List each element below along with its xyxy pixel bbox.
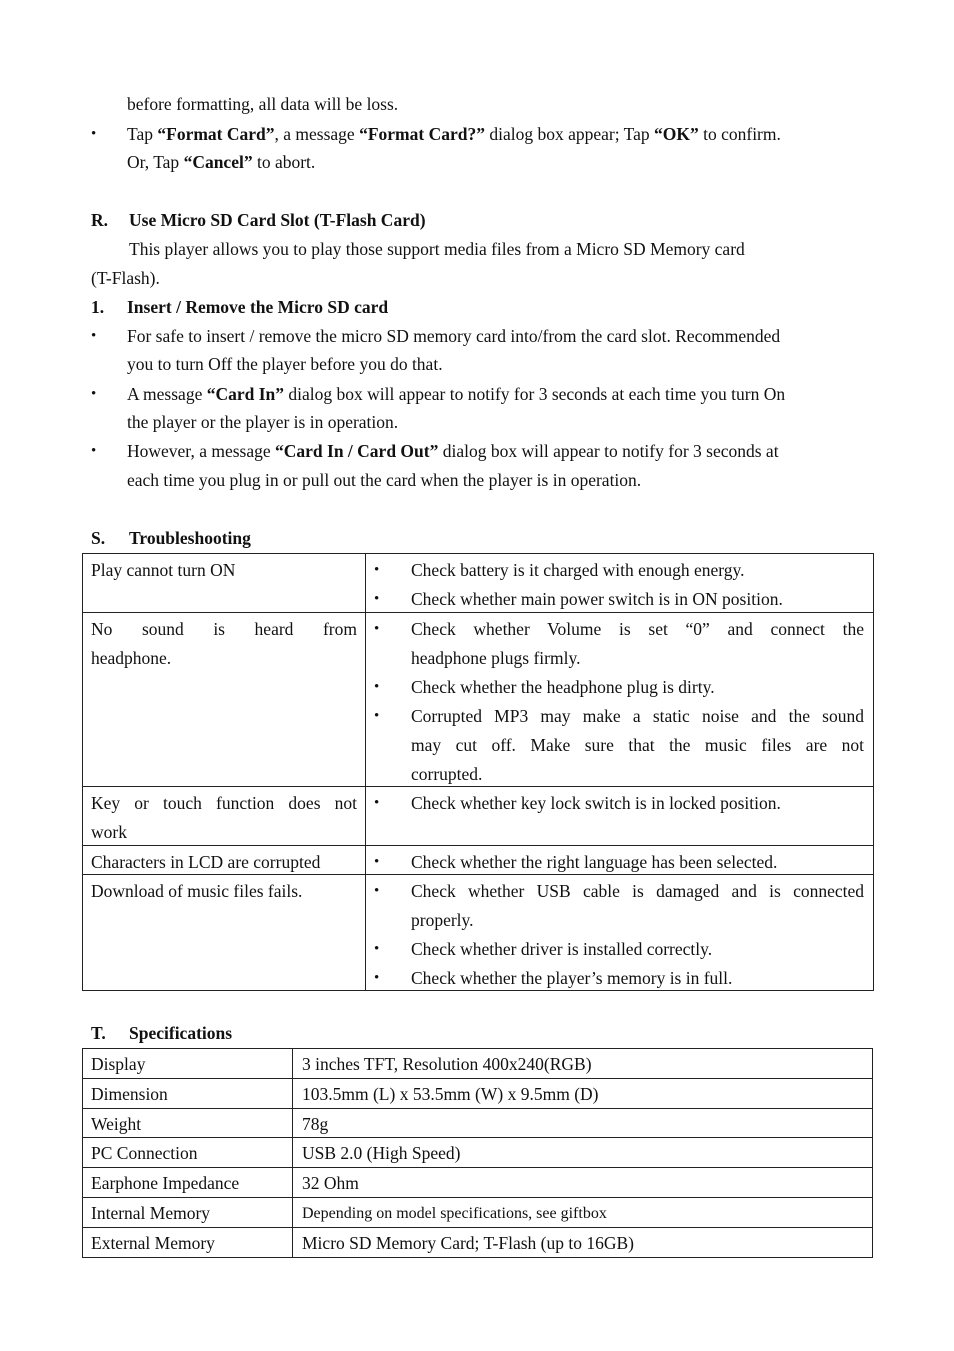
section-s-letter: S. (91, 528, 106, 548)
spec-value: Micro SD Memory Card; T-Flash (up to 16GB) (302, 1233, 635, 1253)
bullet-icon: • (374, 795, 380, 811)
table-rule (82, 1137, 873, 1138)
spec-label: Internal Memory (91, 1203, 211, 1223)
problem-cell-text: work (91, 822, 127, 842)
section-r-paragraph-cont: (T-Flash). (91, 268, 160, 288)
solution-text: headphone plugs firmly. (411, 648, 581, 668)
spec-value: 32 Ohm (302, 1173, 359, 1193)
bullet-icon: • (91, 443, 97, 459)
solution-text: Check battery is it charged with enough energy. (411, 560, 745, 580)
bullet-icon: • (374, 708, 380, 724)
table-rule (292, 1048, 293, 1257)
solution-text: Check whether the right language has been selected. (411, 852, 778, 872)
problem-cell-text: Play cannot turn ON (91, 560, 236, 580)
solution-text: corrupted. (411, 764, 483, 784)
sd-bullet-3: However, a message “Card In / Card Out” dialog box will appear to notify for 3 seconds at (127, 441, 779, 461)
format-card-bullet-cont: Or, Tap “Cancel” to abort. (127, 152, 316, 172)
sd-bullet-1-cont: you to turn Off the player before you do that. (127, 354, 443, 374)
bullet-icon: • (374, 679, 380, 695)
table-rule (873, 553, 874, 990)
spec-label: External Memory (91, 1233, 215, 1253)
table-rule (82, 845, 874, 846)
table-rule (82, 1048, 873, 1049)
sd-bullet-3-cont: each time you plug in or pull out the card when the player is in operation. (127, 470, 642, 490)
bullet-icon: • (374, 621, 380, 637)
table-rule (872, 1048, 873, 1257)
solution-text: Check whether the player’s memory is in full. (411, 968, 733, 988)
spec-label: Display (91, 1054, 146, 1074)
section-s-title: Troubleshooting (129, 528, 251, 548)
table-rule (82, 1257, 873, 1258)
bullet-icon: • (374, 562, 380, 578)
spec-label: PC Connection (91, 1143, 198, 1163)
bullet-icon: • (91, 386, 97, 402)
bullet-icon: • (91, 328, 97, 344)
table-rule (82, 553, 874, 554)
subsection-title: Insert / Remove the Micro SD card (127, 297, 389, 317)
spec-value: 3 inches TFT, Resolution 400x240(RGB) (302, 1054, 592, 1074)
table-rule (82, 1108, 873, 1109)
intro-line: before formatting, all data will be loss. (127, 94, 399, 114)
problem-cell-text: No sound is heard from (91, 619, 357, 639)
bullet-icon: • (374, 883, 380, 899)
section-t-letter: T. (91, 1023, 106, 1043)
table-rule (82, 874, 874, 875)
table-rule (82, 612, 874, 613)
subsection-number: 1. (91, 297, 105, 317)
table-rule (365, 553, 366, 990)
section-t-title: Specifications (129, 1023, 233, 1043)
table-rule (82, 990, 874, 991)
problem-cell-text: Key or touch function does not (91, 793, 357, 813)
spec-value: 78g (302, 1114, 329, 1134)
bullet-icon: • (374, 970, 380, 986)
format-card-bullet: Tap “Format Card”, a message “Format Card?” dialog box appear; Tap “OK” to confirm. (127, 124, 781, 144)
bullet-icon: • (374, 941, 380, 957)
spec-value: USB 2.0 (High Speed) (302, 1143, 461, 1163)
table-rule (82, 1197, 873, 1198)
solution-text: properly. (411, 910, 474, 930)
sd-bullet-1: For safe to insert / remove the micro SD memory card into/from the card slot. Recommended (127, 326, 781, 346)
table-rule (82, 1078, 873, 1079)
solution-text: Check whether driver is installed correctly. (411, 939, 713, 959)
bullet-icon: • (374, 591, 380, 607)
problem-cell-text: headphone. (91, 648, 172, 668)
bullet-icon: • (374, 854, 380, 870)
table-rule (82, 553, 83, 990)
solution-text: Check whether the headphone plug is dirty. (411, 677, 715, 697)
section-r-letter: R. (91, 210, 109, 230)
spec-label: Dimension (91, 1084, 168, 1104)
solution-text: Check whether USB cable is damaged and is connected (411, 881, 864, 901)
table-rule (82, 1167, 873, 1168)
solution-text: Check whether Volume is set “0” and connect the (411, 619, 864, 639)
section-r-paragraph: This player allows you to play those support media files from a Micro SD Memory card (129, 239, 745, 259)
spec-value: 103.5mm (L) x 53.5mm (W) x 9.5mm (D) (302, 1084, 599, 1104)
sd-bullet-2: A message “Card In” dialog box will appear to notify for 3 seconds at each time you turn On (127, 384, 786, 404)
solution-text: Corrupted MP3 may make a static noise and the sound (411, 706, 864, 726)
spec-label: Weight (91, 1114, 142, 1134)
solution-text: Check whether main power switch is in ON position. (411, 589, 783, 609)
problem-cell-text: Characters in LCD are corrupted (91, 852, 321, 872)
sd-bullet-2-cont: the player or the player is in operation. (127, 412, 399, 432)
problem-cell-text: Download of music files fails. (91, 881, 303, 901)
bullet-icon: • (91, 126, 97, 142)
spec-value: Depending on model specifications, see giftbox (302, 1205, 607, 1222)
spec-label: Earphone Impedance (91, 1173, 240, 1193)
solution-text: Check whether key lock switch is in locked position. (411, 793, 781, 813)
section-r-title: Use Micro SD Card Slot (T-Flash Card) (129, 210, 426, 230)
table-rule (82, 1048, 83, 1257)
table-rule (82, 786, 874, 787)
solution-text: may cut off. Make sure that the music files are not (411, 735, 864, 755)
table-rule (82, 1227, 873, 1228)
